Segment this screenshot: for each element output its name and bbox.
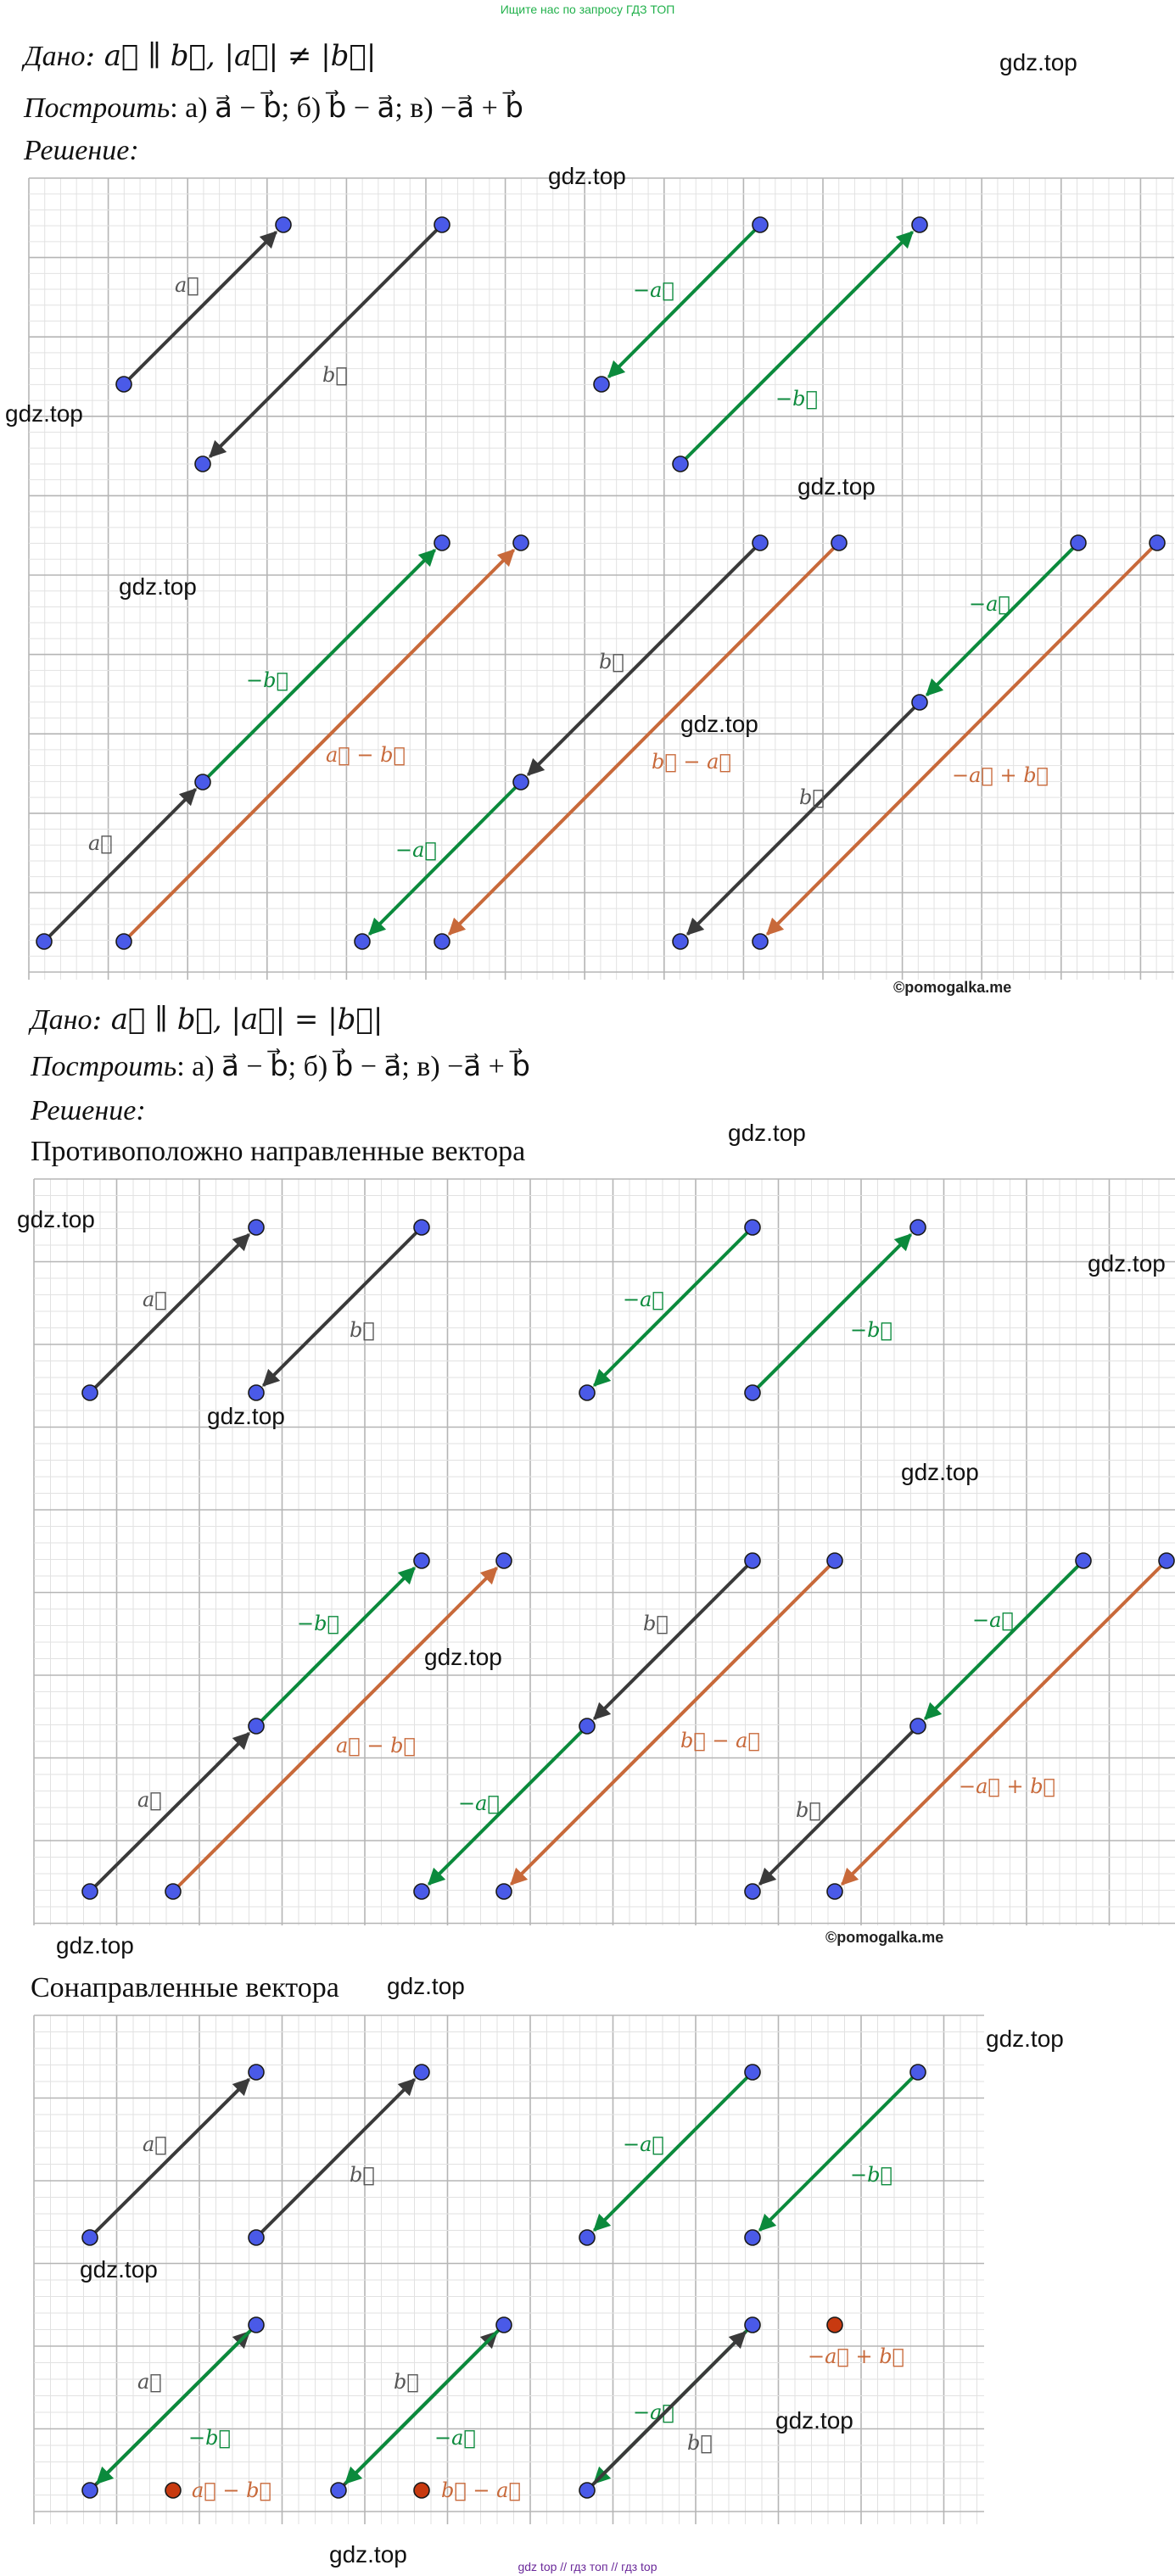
vector-label: b⃗	[322, 363, 348, 387]
watermark: gdz.top	[986, 2026, 1064, 2052]
point	[434, 535, 450, 550]
top-banner[interactable]: Ищите нас по запросу ГДЗ ТОП	[500, 3, 675, 16]
vector-arrow	[90, 1733, 249, 1891]
codirectional-heading: Сонаправленные вектора	[31, 1972, 339, 2003]
point	[331, 2483, 346, 2498]
point	[414, 1553, 429, 1568]
watermark: gdz.top	[80, 2256, 158, 2283]
point	[82, 1884, 98, 1899]
point	[195, 774, 210, 790]
vector-label: b⃗ − a⃗	[652, 750, 731, 774]
vector-label: −a⃗ + b⃗	[952, 763, 1049, 787]
point	[579, 2230, 595, 2245]
point	[276, 217, 291, 232]
given-math: : a⃗ ∥ b⃗, |a⃗| ≠ |b⃗|	[85, 39, 377, 73]
vector-label: a⃗	[143, 1288, 167, 1311]
point	[910, 2065, 926, 2080]
point	[745, 1553, 760, 1568]
point	[249, 2065, 264, 2080]
part2-solution-label: Решение:	[31, 1095, 146, 1126]
vector-label: −a⃗ + b⃗	[808, 2344, 904, 2368]
opposite-heading: Противоположно направленные вектора	[31, 1136, 526, 1167]
point	[434, 217, 450, 232]
point	[827, 1553, 842, 1568]
vector-label: a⃗ − b⃗	[192, 2478, 271, 2502]
task-label: Построить	[24, 92, 171, 124]
point	[82, 2483, 98, 2498]
given-label: Дано	[31, 1004, 92, 1036]
vector-label: a⃗ − b⃗	[336, 1734, 416, 1757]
credit-1: ©pomogalka.me	[893, 979, 1012, 996]
watermark: gdz.top	[1088, 1250, 1166, 1277]
point	[249, 2317, 264, 2333]
point	[496, 1553, 512, 1568]
watermark: gdz.top	[56, 1932, 134, 1959]
given-label: Дано	[24, 41, 86, 72]
vector-arrow	[124, 550, 514, 942]
vector-label: −a⃗	[434, 2426, 476, 2450]
point	[745, 2230, 760, 2245]
vector-label: −b⃗	[246, 668, 288, 692]
part1-task-line	[24, 92, 523, 126]
point	[745, 2317, 760, 2333]
point	[1071, 535, 1086, 550]
vector-label: b⃗	[394, 2370, 419, 2394]
point	[496, 2317, 512, 2333]
point	[82, 1385, 98, 1400]
vector-arrow	[608, 225, 760, 377]
point	[912, 217, 927, 232]
point	[195, 456, 210, 472]
point	[1076, 1553, 1091, 1568]
vector-label: −a⃗	[458, 1791, 500, 1815]
vector-label: b⃗ − a⃗	[680, 1729, 760, 1752]
point	[745, 1220, 760, 1235]
point	[745, 2065, 760, 2080]
point	[753, 217, 768, 232]
watermark: gdz.top	[424, 1644, 502, 1670]
given-math: : a⃗ ∥ b⃗, |a⃗| = |b⃗|	[92, 1003, 383, 1037]
watermark: gdz.top	[728, 1120, 806, 1146]
vector-label: b⃗	[687, 2431, 713, 2455]
point	[673, 934, 688, 949]
point	[910, 1220, 926, 1235]
vector-arrow	[680, 232, 913, 464]
point	[36, 934, 52, 949]
part2-task-line	[31, 1050, 530, 1084]
point	[513, 535, 529, 550]
vector-label: b⃗	[350, 1318, 375, 1342]
point	[753, 535, 768, 550]
vector-label: b⃗	[799, 785, 825, 809]
point	[594, 377, 609, 392]
part2-given-line	[31, 1003, 383, 1037]
watermark: gdz.top	[901, 1459, 979, 1485]
point	[579, 1385, 595, 1400]
watermark: gdz.top	[119, 573, 197, 600]
point	[249, 1220, 264, 1235]
point	[496, 1884, 512, 1899]
vector-arrow	[90, 1234, 249, 1393]
point	[249, 1718, 264, 1734]
point	[82, 2230, 98, 2245]
vector-label: a⃗	[137, 1788, 162, 1812]
task-text: : а) a⃗ − b⃗; б) b⃗ − a⃗; в) −a⃗ + b⃗	[170, 92, 523, 124]
part2-codirectional-grid	[34, 2015, 984, 2524]
vector-label: −a⃗	[623, 1288, 664, 1311]
vector-label: b⃗	[643, 1612, 669, 1635]
watermark: gdz.top	[17, 1206, 95, 1232]
watermark: gdz.top	[680, 711, 758, 737]
vector-label: −b⃗	[188, 2426, 231, 2450]
vector-label: b⃗	[599, 650, 624, 673]
watermark: gdz.top	[387, 1973, 465, 1999]
point	[249, 1385, 264, 1400]
watermark: gdz.top	[797, 473, 876, 500]
vector-label: b⃗ − a⃗	[441, 2478, 521, 2502]
point	[827, 2317, 842, 2333]
point	[414, 1220, 429, 1235]
point	[355, 934, 370, 949]
vector-arrow	[369, 782, 521, 934]
task-text: : а) a⃗ − b⃗; б) b⃗ − a⃗; в) −a⃗ + b⃗	[176, 1051, 530, 1082]
point	[165, 1884, 181, 1899]
bottom-banner[interactable]: gdz top // гдз топ // гдз top	[518, 2560, 657, 2573]
vector-arrow	[449, 543, 839, 934]
vector-label: −a⃗	[972, 1608, 1014, 1632]
point	[1150, 535, 1165, 550]
vector-arrow	[124, 232, 277, 384]
part2-opposite-grid	[34, 1179, 1175, 1925]
point	[1159, 1553, 1174, 1568]
point	[414, 2483, 429, 2498]
vector-label: −b⃗	[775, 387, 818, 411]
point	[116, 377, 131, 392]
vector-label: a⃗ − b⃗	[326, 743, 406, 767]
vector-label: a⃗	[137, 2370, 162, 2394]
vector-label: −b⃗	[850, 2163, 892, 2187]
point	[745, 1884, 760, 1899]
point	[673, 456, 688, 472]
vector-label: −b⃗	[297, 1612, 339, 1635]
vector-label: a⃗	[143, 2132, 167, 2156]
watermark: gdz.top	[999, 49, 1077, 75]
credit-2: ©pomogalka.me	[825, 1929, 944, 1946]
point	[165, 2483, 181, 2498]
watermark: gdz.top	[775, 2407, 853, 2434]
point	[579, 2483, 595, 2498]
vector-label: −a⃗	[633, 278, 674, 302]
task-label: Построить	[31, 1051, 177, 1082]
vector-label: a⃗	[88, 831, 113, 855]
vector-label: −a⃗	[969, 592, 1010, 616]
point	[753, 934, 768, 949]
vector-label: −a⃗ + b⃗	[959, 1774, 1055, 1798]
point	[827, 1884, 842, 1899]
watermark: gdz.top	[207, 1403, 285, 1429]
part1-grid	[29, 178, 1174, 980]
vector-arrow	[587, 2332, 746, 2490]
vector-label: a⃗	[175, 273, 199, 297]
point	[831, 535, 847, 550]
point	[116, 934, 131, 949]
point	[513, 774, 529, 790]
vector-label: b⃗	[796, 1798, 821, 1822]
vector-label: −a⃗	[395, 838, 437, 862]
vector-arrow	[44, 790, 196, 942]
point	[910, 1718, 926, 1734]
point	[912, 695, 927, 710]
part1-given-line	[24, 39, 376, 74]
point	[745, 1385, 760, 1400]
point	[414, 2065, 429, 2080]
vector-label: −b⃗	[850, 1318, 892, 1342]
point	[249, 2230, 264, 2245]
vector-label: −a⃗	[633, 2400, 674, 2424]
vector-arrow	[256, 1567, 415, 1726]
watermark: gdz.top	[548, 163, 626, 189]
vector-arrow	[767, 543, 1157, 934]
part1-solution-label: Решение:	[24, 135, 139, 166]
vector-label: −a⃗	[623, 2132, 664, 2156]
point	[434, 934, 450, 949]
vector-arrow	[753, 1234, 911, 1393]
vector-arrow	[926, 543, 1078, 695]
vector-arrow	[210, 225, 442, 457]
point	[579, 1718, 595, 1734]
vector-label: b⃗	[350, 2163, 375, 2187]
watermark: gdz.top	[5, 400, 83, 427]
watermark: gdz.top	[329, 2541, 407, 2568]
point	[414, 1884, 429, 1899]
